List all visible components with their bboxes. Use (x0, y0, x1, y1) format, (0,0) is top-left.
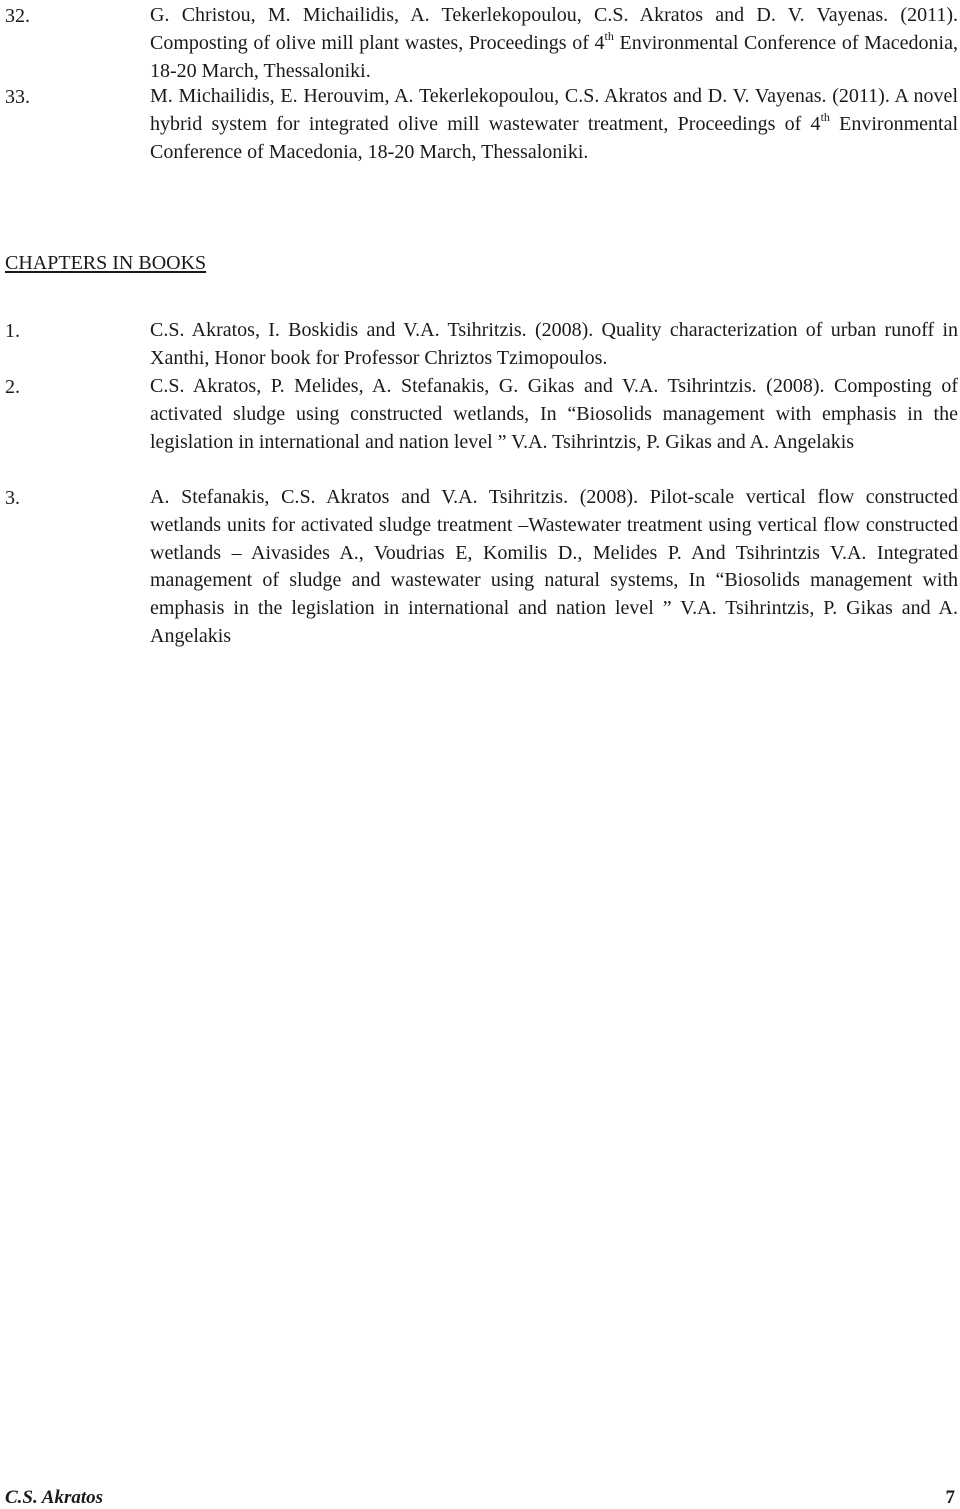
section-heading: CHAPTERS IN BOOKS (5, 252, 207, 274)
footer-author: C.S. Akratos (5, 1487, 104, 1508)
chapter-text: C.S. Akratos, I. Boskidis and V.A. Tsihritzis. (2008). Quality characterization of urban runoff in Xanthi, Honor book for Professor Chriztos Tzimopoulos. (150, 319, 958, 369)
chapter-text: A. Stefanakis, C.S. Akratos and V.A. Tsihritzis. (2008). Pilot-scale vertical flow constructed wetlands units for activated sludge treatment –Wastewater treatment using vertical flow constructed wetlands – Aivasides A., Voudrias E, Komilis D., Melides P. And Tsihrintzis V.A. Integrated management of sludge and wastewater using natural systems, In “Biosolids management with emphasis in the legislation in international and nation level ” V.A. Tsihrintzis, P. Gikas and A. Angelakis (150, 486, 958, 647)
chapter-text: C.S. Akratos, P. Melides, A. Stefanakis, G. Gikas and V.A. Tsihrintzis. (2008). Composting of activated sludge using constructed wetlands, In “Biosolids management with emphasis in the legislation in international and nation level ” V.A. Tsihrintzis, P. Gikas and A. Angelakis (150, 375, 958, 453)
reference-number: 32. (5, 5, 30, 27)
reference-text: M. Michailidis, E. Herouvim, A. Tekerlekopoulou, C.S. Akratos and D. V. Vayenas. (2011). A novel hybrid system for integrated olive mill wastewater treatment, Proceedings of 4th Environmental Conference of Macedonia, 18-20 March, Thessaloniki. (150, 85, 959, 163)
footer-page-number: 7 (945, 1487, 955, 1508)
chapter-number: 1. (5, 320, 20, 342)
chapter-number: 3. (5, 487, 20, 509)
chapter-number: 2. (5, 376, 20, 398)
reference-number: 33. (5, 86, 30, 108)
reference-text: G. Christou, M. Michailidis, A. Tekerlekopoulou, C.S. Akratos and D. V. Vayenas. (2011). Composting of olive mill plant wastes, Proceedings of 4th Environmental Conference of Macedonia, 18-20 March, Thessaloniki. (150, 4, 958, 82)
